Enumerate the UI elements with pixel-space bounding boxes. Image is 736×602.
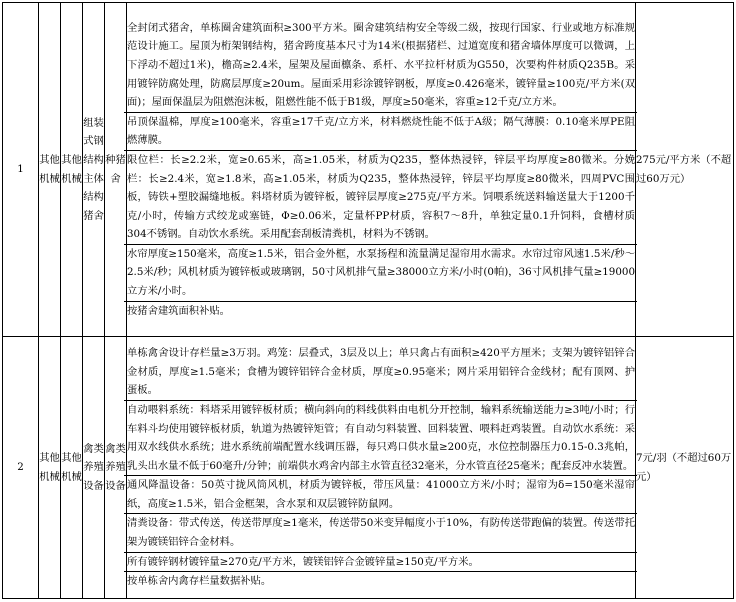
item-name: 种猪舍	[105, 3, 127, 337]
spec-paragraph: 吊顶保温棉，厚度≥100毫米，容重≥17千克/立方米，材料燃烧性能不低于A级；隔气薄膜：0.10毫米厚PE阻燃薄膜。	[127, 115, 635, 147]
spec-paragraph: 所有镀锌钢材镀锌量≥270克/平方米，镀镁铝锌合金镀锌量≥150克/平方米。	[127, 555, 479, 568]
spec-paragraph: 通风降温设备：50英寸拢风筒风机，材质为镀锌板，带压风量：41000立方米/小时；湿帘为δ=150毫米湿帘纸，高度≥1.5米，铝合金框架，含水泵和双层镀锌防鼠网。	[127, 479, 635, 510]
spec-paragraph: 单栋禽舍设计存栏量≥3万羽。鸡笼：层叠式，3层及以上；单只禽占有面积≥420平方厘米；支架为镀锌铝锌合金材质，厚度≥1.5毫米；食槽为镀锌铝锌合金材质，厚度≥0.95毫米；网片采用铝锌合金线材；配有顶网、护蛋板。	[127, 347, 635, 397]
category-level-3: 组装式钢结构主体结构猪舍	[83, 3, 105, 337]
table-row	[3, 3, 734, 337]
spec-paragraph: 限位栏：长≥2.2米，宽≥0.65米，高≥1.05米，材质为Q235，整体热浸锌，锌层平均厚度≥80微米。分娩栏：长≥2.4米，宽≥1.8米，高≥1.05米，材质为Q235，整体热浸锌，锌层平均厚度≥80微米，四周PVC围板，铸铁+塑胶漏缝地板。料塔材质为镀锌板，镀锌层厚度≥275克/平方米。饲喂系统送料输送量大于1200千克/小时，传输方式绞龙或塞链，Φ≥0.06米，定量杯PP材质，容积7～8升，单独定量0.1升饲料，食槽材质304不锈钢。自动饮水系统。采用配套刮板清粪机，材料为不锈钢。	[127, 153, 635, 241]
subsidy-amount: 275元/平方米（不超过60万元）	[636, 3, 734, 337]
row-number: 2	[3, 337, 39, 599]
spec-paragraph: 按单栋舍内禽存栏量数据补贴。	[127, 575, 272, 588]
category-level-1: 其他机械	[39, 337, 61, 599]
row-number: 1	[3, 3, 39, 337]
category-level-3: 禽类养殖设备	[83, 337, 105, 599]
table-row	[3, 337, 734, 599]
spec-paragraph: 水帘厚度≥150毫米，高度≥1.5米，铝合金外框，水泵扬程和流量满足湿帘用水需求。水帘过帘风速1.5米/秒～2.5米/秒；风机材质为镀锌板或玻璃钢，50寸风机排气量≥38000立方米/小时(0帕)，36寸风机排气量≥19000立方米/小时。	[127, 247, 635, 298]
spec-paragraph: 按猪舍建筑面积补贴。	[127, 304, 230, 317]
item-name: 禽类养殖设备	[105, 337, 127, 599]
subsidy-amount: 7元/羽（不超过60万元）	[636, 337, 734, 599]
category-level-1: 其他机械	[39, 3, 61, 337]
subsidy-spec-table	[2, 2, 734, 599]
spec-paragraph: 全封闭式猪舍，单栋圈舍建筑面积≥300平方米。圈舍建筑结构安全等级二级，按现行国家、行业或地方标准规范设计施工。屋顶为桁架钢结构，猪舍跨度基本尺寸为14米(根据猪栏、过道宽度和猪舍墙体厚度可以微调，上下浮动不超过1米)，檐高≥2.4米，屋架及屋面檩条、系杆、水平拉杆材质为G550，次要构件材质Q235B。采用镀锌防腐处理，防腐层厚度≥20um。屋面采用彩涂镀锌钢板，厚度≥0.426毫米，镀锌量≥100克/平方米(双面)；屋面保温层为阻燃泡沫板，阻燃性能不低于B1级，厚度≥50毫米，容重≥12千克/立方米。	[127, 21, 635, 109]
category-level-2: 其他机械	[61, 337, 83, 599]
category-level-2: 其他机械	[61, 3, 83, 337]
spec-paragraph: 清粪设备：带式传送，传送带厚度≥1毫米，传送带50米变异幅度小于10%，有防传送带跑偏的装置。传送带托架为镀镁铝锌合金材料。	[127, 517, 635, 549]
spec-paragraph: 自动喂料系统：料塔采用镀锌板材质；横向斜向的料线供料由电机分开控制，输料系统输送能力≥3吨/小时；行车料斗均使用镀锌板材质，轨道为热镀锌矩管；有自动匀料装置、回料装置、喂料赶鸡装置。自动饮水系统：采用双水线供水系统；进水系统前端配置水线调压器，每只鸡口供水量≥200克，水位控制器压力0.15-0.3兆帕，乳头出水量不低于60毫升/分钟；前端供水鸡舍内部主水管直径32毫米，分水管直径25毫米；配套反冲水装置。	[127, 403, 635, 472]
spec-description	[127, 337, 636, 599]
spec-description	[127, 3, 636, 337]
